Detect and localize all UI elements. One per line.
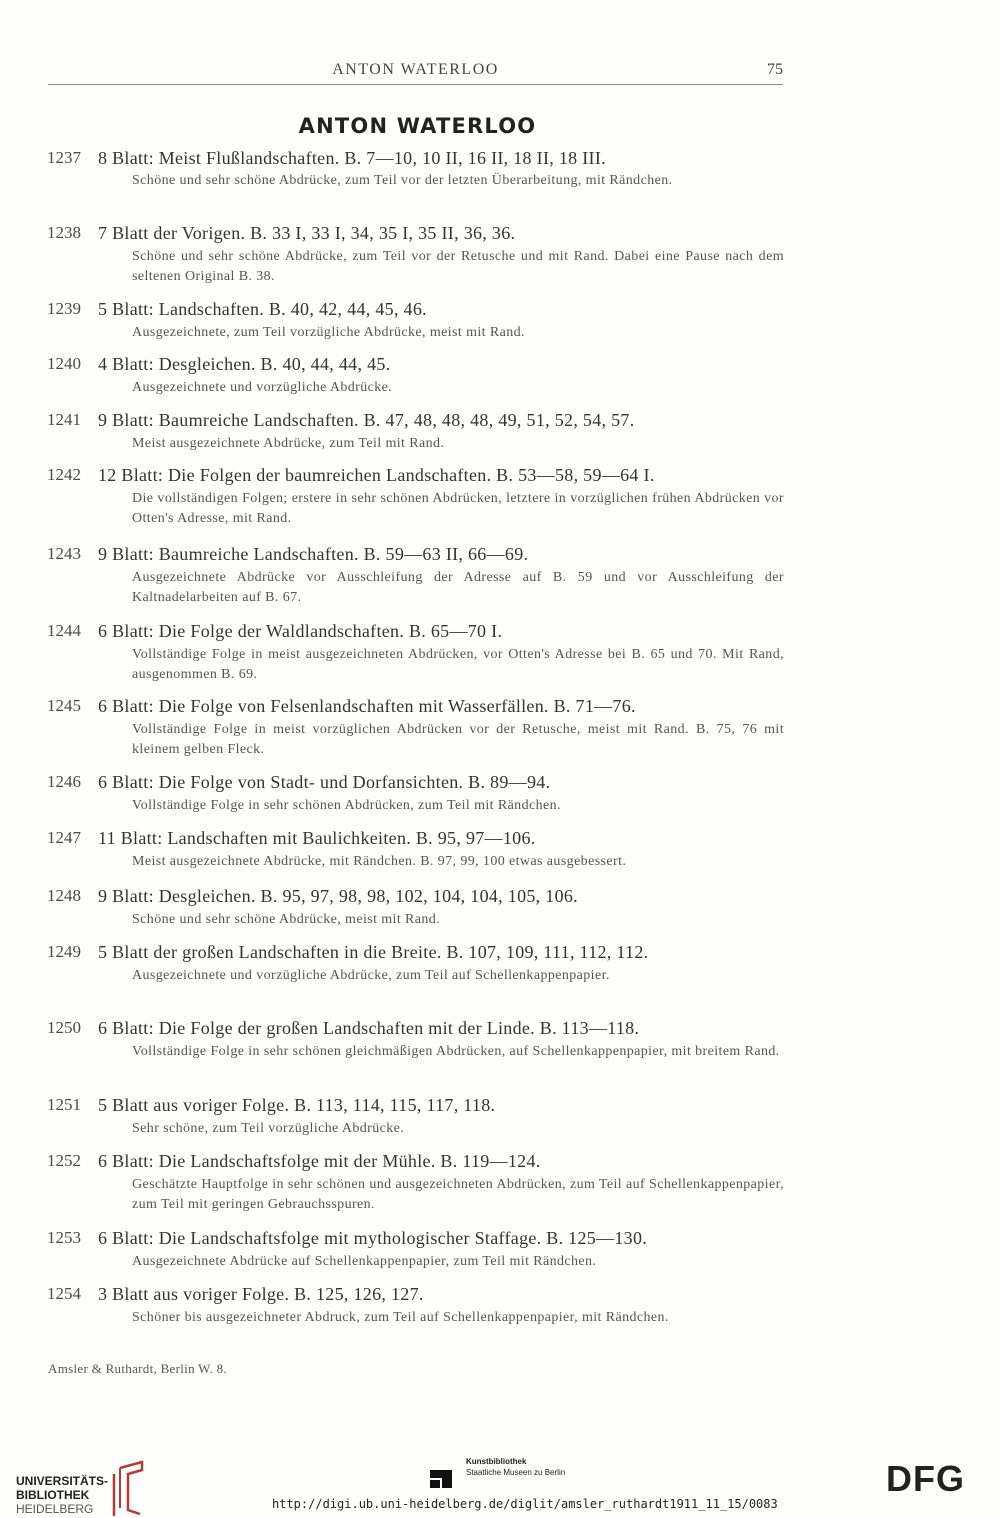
lot-title: 6 Blatt: Die Folge von Felsenlandschaften mit Wasserfällen. B. 71—76.: [98, 696, 636, 716]
lot-title: 5 Blatt: Landschaften. B. 40, 42, 44, 45, 46.: [98, 299, 427, 319]
lot-description: Schöne und sehr schöne Abdrücke, zum Teil vor der letzten Überarbeitung, mit Rändchen.: [132, 173, 673, 188]
printer-imprint: Amsler & Ruthardt, Berlin W. 8.: [48, 1361, 228, 1376]
lot-title: 9 Blatt: Desgleichen. B. 95, 97, 98, 98, 102, 104, 104, 105, 106.: [98, 886, 578, 906]
lot-number: 1247: [47, 828, 81, 847]
lot-title: 8 Blatt: Meist Flußlandschaften. B. 7—10, 10 II, 16 II, 18 II, 18 III.: [98, 148, 606, 168]
lot-number: 1237: [47, 148, 81, 167]
lot-description: Schöne und sehr schöne Abdrücke, meist mit Rand.: [132, 912, 441, 927]
lot-number: 1244: [47, 621, 81, 640]
lot-number: 1246: [47, 772, 81, 791]
lot-title: 3 Blatt aus voriger Folge. B. 125, 126, 127.: [98, 1284, 424, 1304]
footer-bar: [0, 1442, 1000, 1517]
lot-description: Vollständige Folge in meist vorzüglichen Abdrücken vor der Retusche, meist mit Rand. B. 75, 76 mit kleinem gelben Fleck.: [132, 722, 784, 757]
kunstbibliothek-logo[interactable]: [426, 1454, 626, 1494]
lot-description: Vollständige Folge in sehr schönen Abdrücken, zum Teil mit Rändchen.: [132, 798, 561, 813]
lot-number: 1240: [47, 354, 81, 373]
lot-number: 1251: [47, 1095, 81, 1114]
lot-number: 1243: [47, 544, 81, 563]
lot-title: 12 Blatt: Die Folgen der baumreichen Landschaften. B. 53—58, 59—64 I.: [98, 465, 655, 485]
lot-description: Die vollständigen Folgen; erstere in sehr schönen Abdrücken, letztere in vorzüglichen frühen Abdrücken vor Otten's Adresse, mit Rand.: [132, 491, 784, 526]
lot-description: Ausgezeichnete Abdrücke vor Ausschleifung der Adresse auf B. 59 und vor Ausschleifung der Kaltnadelarbeiten auf B. 67.: [132, 570, 784, 605]
lot-title: 5 Blatt der großen Landschaften in die Breite. B. 107, 109, 111, 112, 112.: [98, 942, 649, 962]
library-emblem-icon: [106, 1460, 148, 1518]
page-number: 75: [767, 61, 783, 78]
lot-number: 1238: [47, 223, 81, 242]
lot-title: 6 Blatt: Die Landschaftsfolge mit der Mühle. B. 119—124.: [98, 1151, 541, 1171]
lot-number: 1241: [47, 410, 81, 429]
lot-description: Sehr schöne, zum Teil vorzügliche Abdrücke.: [132, 1121, 405, 1136]
lot-number: 1239: [47, 299, 81, 318]
lot-title: 7 Blatt der Vorigen. B. 33 I, 33 I, 34, 35 I, 35 II, 36, 36.: [98, 223, 516, 243]
lot-description: Meist ausgezeichnete Abdrücke, mit Rändchen. B. 97, 99, 100 etwas ausgebessert.: [132, 854, 627, 869]
lot-description: Ausgezeichnete und vorzügliche Abdrücke, zum Teil auf Schellenkappenpapier.: [132, 968, 610, 983]
lot-title: 6 Blatt: Die Folge von Stadt- und Dorfansichten. B. 89—94.: [98, 772, 551, 792]
lot-title: 4 Blatt: Desgleichen. B. 40, 44, 44, 45.: [98, 354, 391, 374]
lot-description: Schöner bis ausgezeichneter Abdruck, zum Teil auf Schellenkappenpapier, mit Rändchen.: [132, 1310, 669, 1325]
kunstbibliothek-emblem-icon: [426, 1464, 456, 1490]
lot-number: 1254: [47, 1284, 81, 1303]
lot-title: 6 Blatt: Die Landschaftsfolge mit mythologischer Staffage. B. 125—130.: [98, 1228, 648, 1248]
lot-description: Ausgezeichnete und vorzügliche Abdrücke.: [132, 380, 393, 395]
lot-description: Meist ausgezeichnete Abdrücke, zum Teil mit Rand.: [132, 436, 445, 451]
lot-title: 9 Blatt: Baumreiche Landschaften. B. 59—63 II, 66—69.: [98, 544, 529, 564]
svg-text:DFG: DFG: [886, 1460, 965, 1496]
kunstbibliothek-name: Kunstbibliothek Staatliche Museen zu Berlin: [466, 1457, 566, 1477]
lot-number: 1242: [47, 465, 81, 484]
page-header: [48, 58, 783, 85]
lot-number: 1250: [47, 1018, 81, 1037]
university-library-logo[interactable]: [10, 1452, 160, 1516]
dfg-logo-icon[interactable]: [886, 1460, 986, 1496]
lot-title: 6 Blatt: Die Folge der Waldlandschaften. B. 65—70 I.: [98, 621, 503, 641]
section-title: ANTON WATERLOO: [298, 114, 537, 138]
running-title: ANTON WATERLOO: [332, 61, 499, 78]
lot-number: 1245: [47, 696, 81, 715]
lot-title: 5 Blatt aus voriger Folge. B. 113, 114, 115, 117, 118.: [98, 1095, 496, 1115]
lot-description: Geschätzte Hauptfolge in sehr schönen und ausgezeichneten Abdrücken, zum Teil auf Schellenkappenpapier, zum Teil mit geringen Gebrauchsspuren.: [132, 1177, 784, 1212]
lot-description: Vollständige Folge in sehr schönen gleichmäßigen Abdrücken, auf Schellenkappenpapier, mit breitem Rand.: [132, 1044, 780, 1059]
lot-number: 1253: [47, 1228, 81, 1247]
lot-number: 1248: [47, 886, 81, 905]
lot-number: 1252: [47, 1151, 81, 1170]
university-library-name: UNIVERSITÄTS- BIBLIOTHEK HEIDELBERG: [16, 1474, 109, 1516]
lot-number: 1249: [47, 942, 81, 961]
lot-title: 11 Blatt: Landschaften mit Baulichkeiten. B. 95, 97—106.: [98, 828, 536, 848]
lot-title: 6 Blatt: Die Folge der großen Landschaften mit der Linde. B. 113—118.: [98, 1018, 640, 1038]
lot-description: Ausgezeichnete Abdrücke auf Schellenkappenpapier, zum Teil mit Rändchen.: [132, 1254, 597, 1269]
lot-description: Vollständige Folge in meist ausgezeichneten Abdrücken, vor Otten's Adresse bei B. 65 und 70. Mit Rand, ausgenommen B. 69.: [132, 647, 784, 682]
lot-description: Schöne und sehr schöne Abdrücke, zum Teil vor der Retusche und mit Rand. Dabei eine Pause nach dem seltenen Original B. 38.: [132, 249, 784, 284]
source-url-link[interactable]: http://digi.ub.uni-heidelberg.de/diglit/amsler_ruthardt1911_11_15/0083: [272, 1497, 778, 1511]
lot-description: Ausgezeichnete, zum Teil vorzügliche Abdrücke, meist mit Rand.: [132, 325, 525, 340]
lot-title: 9 Blatt: Baumreiche Landschaften. B. 47, 48, 48, 48, 49, 51, 52, 54, 57.: [98, 410, 635, 430]
